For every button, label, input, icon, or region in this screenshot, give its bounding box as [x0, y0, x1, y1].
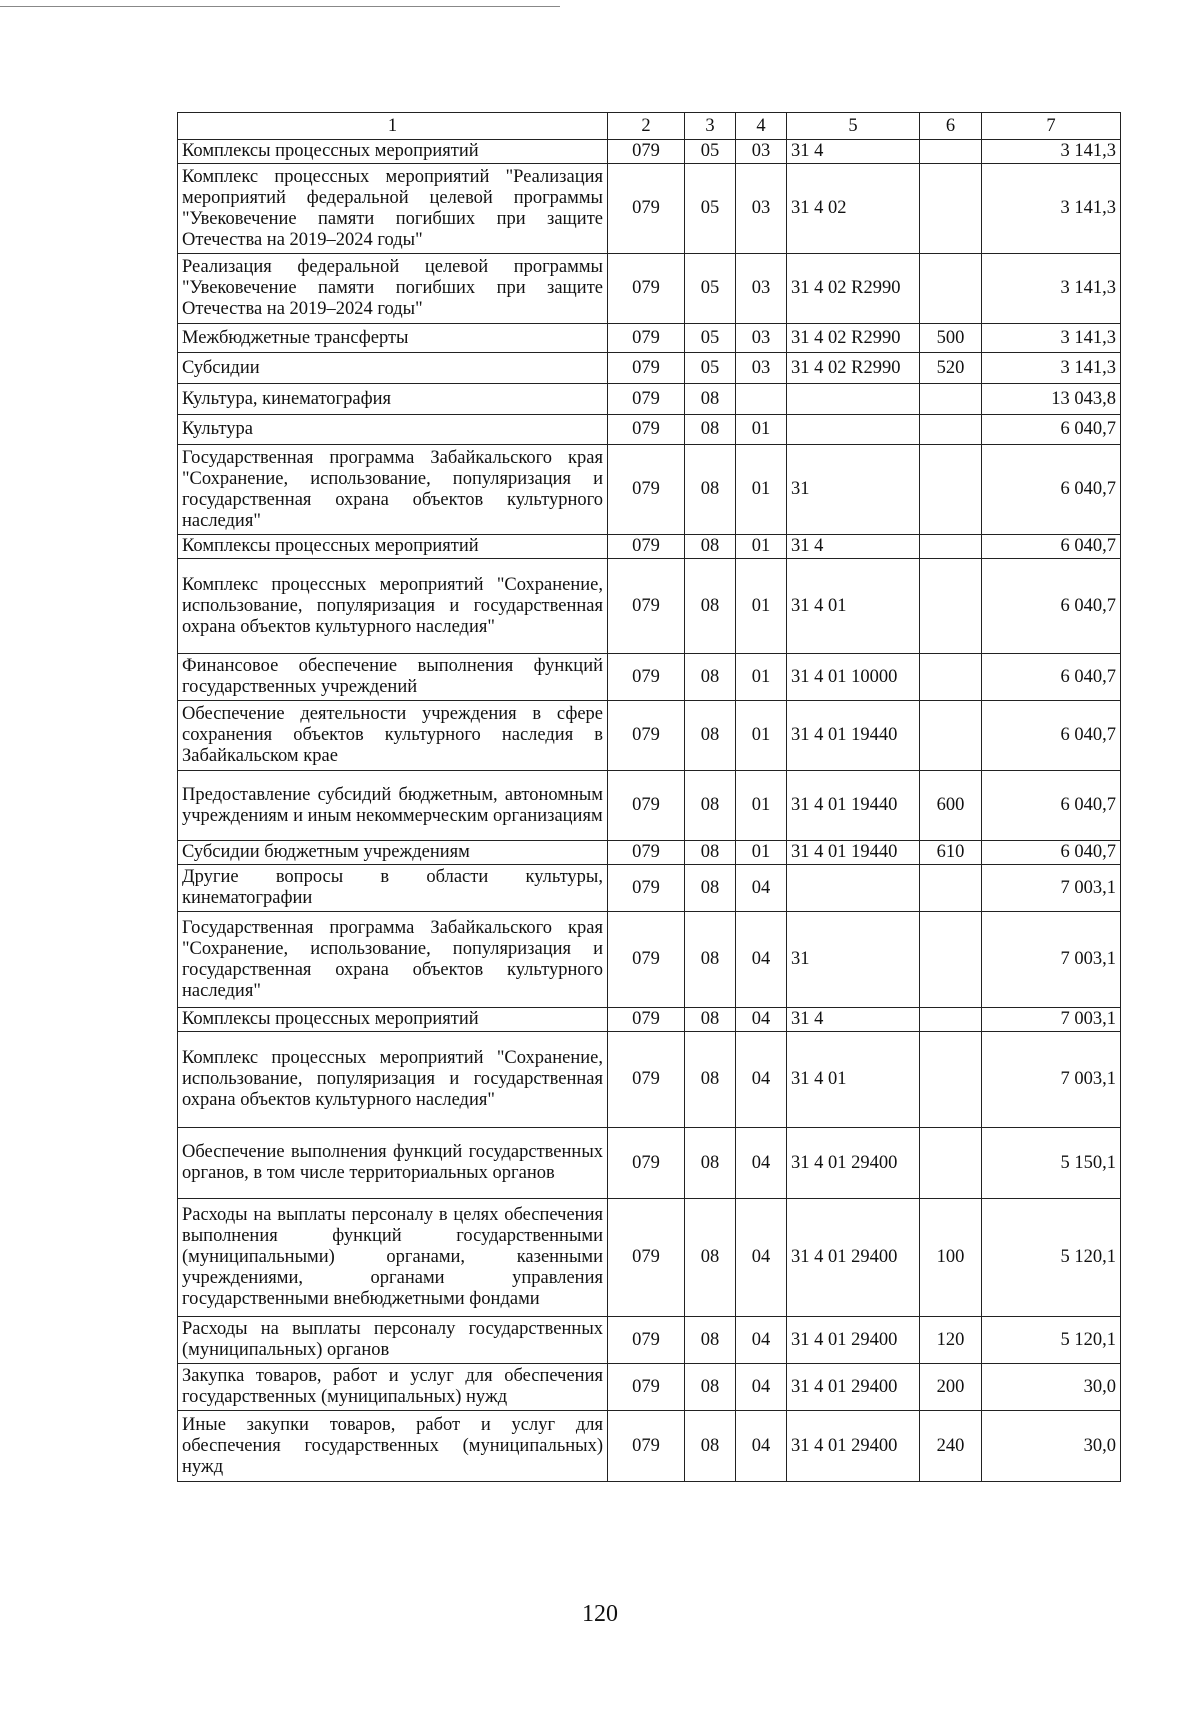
table-row [178, 254, 1121, 324]
row-target-article [787, 415, 920, 445]
row-target-article: 31 4 02 [787, 164, 920, 254]
row-section: 05 [685, 324, 736, 353]
row-admin-code: 079 [608, 1032, 685, 1128]
row-subsection: 04 [736, 1032, 787, 1128]
header-col-7: 7 [982, 113, 1121, 140]
table-row [178, 353, 1121, 384]
row-expense-type: 600 [920, 771, 982, 841]
row-amount: 3 141,3 [982, 140, 1121, 164]
row-expense-type [920, 1128, 982, 1199]
header-col-5: 5 [787, 113, 920, 140]
row-expense-type [920, 701, 982, 771]
row-expense-type: 200 [920, 1364, 982, 1411]
row-admin-code: 079 [608, 912, 685, 1008]
row-subsection: 01 [736, 535, 787, 559]
row-subsection: 03 [736, 254, 787, 324]
table-row [178, 445, 1121, 535]
row-subsection: 04 [736, 1411, 787, 1482]
row-name: Культура [178, 415, 608, 445]
row-target-article: 31 4 01 29400 [787, 1364, 920, 1411]
table-row [178, 140, 1121, 164]
row-amount: 6 040,7 [982, 701, 1121, 771]
table-header-row [178, 113, 1121, 140]
row-expense-type [920, 654, 982, 701]
row-target-article: 31 4 [787, 1008, 920, 1032]
header-col-1: 1 [178, 113, 608, 140]
row-section: 08 [685, 865, 736, 912]
row-expense-type [920, 140, 982, 164]
scan-top-line [0, 6, 560, 7]
row-section: 08 [685, 841, 736, 865]
table-row [178, 1008, 1121, 1032]
row-name: Комплексы процессных мероприятий [178, 1008, 608, 1032]
table-row [178, 1411, 1121, 1482]
row-admin-code: 079 [608, 1008, 685, 1032]
row-admin-code: 079 [608, 254, 685, 324]
row-target-article: 31 4 01 29400 [787, 1128, 920, 1199]
row-amount: 30,0 [982, 1411, 1121, 1482]
row-section: 05 [685, 254, 736, 324]
row-amount: 5 150,1 [982, 1128, 1121, 1199]
row-target-article: 31 4 [787, 535, 920, 559]
table-row [178, 415, 1121, 445]
row-subsection: 03 [736, 324, 787, 353]
row-section: 05 [685, 164, 736, 254]
table-row [178, 1128, 1121, 1199]
row-expense-type [920, 1008, 982, 1032]
row-admin-code: 079 [608, 1199, 685, 1317]
row-section: 08 [685, 771, 736, 841]
row-amount: 6 040,7 [982, 771, 1121, 841]
row-target-article: 31 4 01 [787, 559, 920, 654]
header-col-2: 2 [608, 113, 685, 140]
row-expense-type: 520 [920, 353, 982, 384]
row-subsection: 01 [736, 559, 787, 654]
row-amount: 6 040,7 [982, 445, 1121, 535]
row-admin-code: 079 [608, 841, 685, 865]
row-name: Расходы на выплаты персоналу в целях обеспечения выполнения функций государственными (муниципальными) органами, казенными учреждениями, органами управления государственными внебюджетными фондами [178, 1199, 608, 1317]
row-subsection: 03 [736, 353, 787, 384]
row-expense-type: 500 [920, 324, 982, 353]
row-admin-code: 079 [608, 140, 685, 164]
table-row [178, 841, 1121, 865]
row-name: Закупка товаров, работ и услуг для обеспечения государственных (муниципальных) нужд [178, 1364, 608, 1411]
row-section: 08 [685, 1128, 736, 1199]
table-row [178, 164, 1121, 254]
row-amount: 6 040,7 [982, 559, 1121, 654]
row-section: 08 [685, 445, 736, 535]
row-amount: 6 040,7 [982, 535, 1121, 559]
header-col-4: 4 [736, 113, 787, 140]
row-section: 08 [685, 1364, 736, 1411]
row-expense-type [920, 254, 982, 324]
header-col-3: 3 [685, 113, 736, 140]
table-row [178, 1032, 1121, 1128]
row-section: 08 [685, 1317, 736, 1364]
row-expense-type [920, 1032, 982, 1128]
row-section: 08 [685, 384, 736, 415]
row-subsection: 04 [736, 1199, 787, 1317]
row-amount: 7 003,1 [982, 1008, 1121, 1032]
row-name: Предоставление субсидий бюджетным, автономным учреждениям и иным некоммерческим организациям [178, 771, 608, 841]
row-name: Обеспечение деятельности учреждения в сфере сохранения объектов культурного наследия в Забайкальском крае [178, 701, 608, 771]
table-row [178, 865, 1121, 912]
table-row [178, 324, 1121, 353]
row-admin-code: 079 [608, 771, 685, 841]
row-subsection: 04 [736, 1128, 787, 1199]
row-target-article: 31 [787, 445, 920, 535]
row-name: Обеспечение выполнения функций государственных органов, в том числе территориальных органов [178, 1128, 608, 1199]
row-section: 08 [685, 1411, 736, 1482]
row-target-article: 31 4 [787, 140, 920, 164]
row-section: 08 [685, 559, 736, 654]
row-name: Другие вопросы в области культуры, кинематографии [178, 865, 608, 912]
row-target-article: 31 4 01 19440 [787, 841, 920, 865]
row-amount: 3 141,3 [982, 254, 1121, 324]
row-target-article: 31 4 02 R2990 [787, 324, 920, 353]
row-amount: 6 040,7 [982, 841, 1121, 865]
row-section: 08 [685, 1199, 736, 1317]
row-subsection: 01 [736, 771, 787, 841]
row-subsection: 04 [736, 1364, 787, 1411]
row-expense-type: 120 [920, 1317, 982, 1364]
row-name: Иные закупки товаров, работ и услуг для обеспечения государственных (муниципальных) нужд [178, 1411, 608, 1482]
row-subsection: 04 [736, 912, 787, 1008]
row-admin-code: 079 [608, 384, 685, 415]
row-admin-code: 079 [608, 1128, 685, 1199]
row-section: 08 [685, 654, 736, 701]
row-expense-type: 100 [920, 1199, 982, 1317]
row-name: Комплекс процессных мероприятий "Реализация мероприятий федеральной целевой программы "Увековечение памяти погибших при защите Отечества на 2019–2024 годы" [178, 164, 608, 254]
row-name: Государственная программа Забайкальского края "Сохранение, использование, популяризация и государственная охрана объектов культурного наследия" [178, 445, 608, 535]
table-row [178, 1364, 1121, 1411]
row-target-article: 31 4 02 R2990 [787, 353, 920, 384]
row-target-article: 31 [787, 912, 920, 1008]
row-expense-type: 240 [920, 1411, 982, 1482]
row-name: Комплекс процессных мероприятий "Сохранение, использование, популяризация и государственная охрана объектов культурного наследия" [178, 559, 608, 654]
row-name: Межбюджетные трансферты [178, 324, 608, 353]
row-expense-type [920, 865, 982, 912]
row-target-article: 31 4 01 [787, 1032, 920, 1128]
row-subsection: 01 [736, 841, 787, 865]
row-target-article: 31 4 02 R2990 [787, 254, 920, 324]
row-expense-type [920, 384, 982, 415]
row-target-article: 31 4 01 29400 [787, 1199, 920, 1317]
row-amount: 3 141,3 [982, 353, 1121, 384]
row-subsection [736, 384, 787, 415]
row-name: Культура, кинематография [178, 384, 608, 415]
row-admin-code: 079 [608, 1411, 685, 1482]
row-section: 05 [685, 140, 736, 164]
row-expense-type [920, 415, 982, 445]
row-amount: 7 003,1 [982, 1032, 1121, 1128]
row-admin-code: 079 [608, 353, 685, 384]
row-amount: 7 003,1 [982, 912, 1121, 1008]
row-subsection: 01 [736, 701, 787, 771]
row-target-article [787, 865, 920, 912]
row-amount: 5 120,1 [982, 1317, 1121, 1364]
row-subsection: 01 [736, 654, 787, 701]
row-admin-code: 079 [608, 701, 685, 771]
row-expense-type: 610 [920, 841, 982, 865]
row-admin-code: 079 [608, 654, 685, 701]
row-target-article: 31 4 01 29400 [787, 1317, 920, 1364]
row-expense-type [920, 535, 982, 559]
row-amount: 13 043,8 [982, 384, 1121, 415]
row-section: 08 [685, 1008, 736, 1032]
table-row [178, 1199, 1121, 1317]
table-row [178, 654, 1121, 701]
table-row [178, 535, 1121, 559]
row-admin-code: 079 [608, 535, 685, 559]
row-name: Комплекс процессных мероприятий "Сохранение, использование, популяризация и государственная охрана объектов культурного наследия" [178, 1032, 608, 1128]
header-col-6: 6 [920, 113, 982, 140]
row-expense-type [920, 445, 982, 535]
row-admin-code: 079 [608, 1364, 685, 1411]
row-admin-code: 079 [608, 415, 685, 445]
row-section: 08 [685, 535, 736, 559]
row-expense-type [920, 912, 982, 1008]
row-admin-code: 079 [608, 1317, 685, 1364]
table-row [178, 912, 1121, 1008]
row-admin-code: 079 [608, 865, 685, 912]
row-name: Субсидии бюджетным учреждениям [178, 841, 608, 865]
row-subsection: 03 [736, 164, 787, 254]
row-expense-type [920, 164, 982, 254]
row-amount: 3 141,3 [982, 164, 1121, 254]
row-admin-code: 079 [608, 445, 685, 535]
row-target-article [787, 384, 920, 415]
row-subsection: 04 [736, 865, 787, 912]
row-name: Реализация федеральной целевой программы "Увековечение памяти погибших при защите Отечества на 2019–2024 годы" [178, 254, 608, 324]
row-admin-code: 079 [608, 324, 685, 353]
row-section: 08 [685, 701, 736, 771]
row-amount: 30,0 [982, 1364, 1121, 1411]
row-amount: 6 040,7 [982, 654, 1121, 701]
row-admin-code: 079 [608, 559, 685, 654]
row-name: Комплексы процессных мероприятий [178, 535, 608, 559]
row-amount: 6 040,7 [982, 415, 1121, 445]
row-subsection: 01 [736, 415, 787, 445]
row-amount: 3 141,3 [982, 324, 1121, 353]
row-target-article: 31 4 01 10000 [787, 654, 920, 701]
table-row [178, 771, 1121, 841]
row-section: 08 [685, 1032, 736, 1128]
row-section: 05 [685, 353, 736, 384]
table-row [178, 559, 1121, 654]
row-name: Субсидии [178, 353, 608, 384]
row-amount: 5 120,1 [982, 1199, 1121, 1317]
row-section: 08 [685, 912, 736, 1008]
row-target-article: 31 4 01 19440 [787, 701, 920, 771]
page-number: 120 [582, 1601, 618, 1627]
row-name: Финансовое обеспечение выполнения функций государственных учреждений [178, 654, 608, 701]
row-name: Государственная программа Забайкальского края "Сохранение, использование, популяризация и государственная охрана объектов культурного наследия" [178, 912, 608, 1008]
row-section: 08 [685, 415, 736, 445]
row-subsection: 03 [736, 140, 787, 164]
row-expense-type [920, 559, 982, 654]
row-target-article: 31 4 01 29400 [787, 1411, 920, 1482]
row-subsection: 04 [736, 1317, 787, 1364]
row-target-article: 31 4 01 19440 [787, 771, 920, 841]
budget-table [177, 112, 1121, 1482]
row-amount: 7 003,1 [982, 865, 1121, 912]
table-row [178, 701, 1121, 771]
table-row [178, 384, 1121, 415]
row-subsection: 04 [736, 1008, 787, 1032]
row-admin-code: 079 [608, 164, 685, 254]
row-subsection: 01 [736, 445, 787, 535]
row-name: Комплексы процессных мероприятий [178, 140, 608, 164]
row-name: Расходы на выплаты персоналу государственных (муниципальных) органов [178, 1317, 608, 1364]
table-row [178, 1317, 1121, 1364]
